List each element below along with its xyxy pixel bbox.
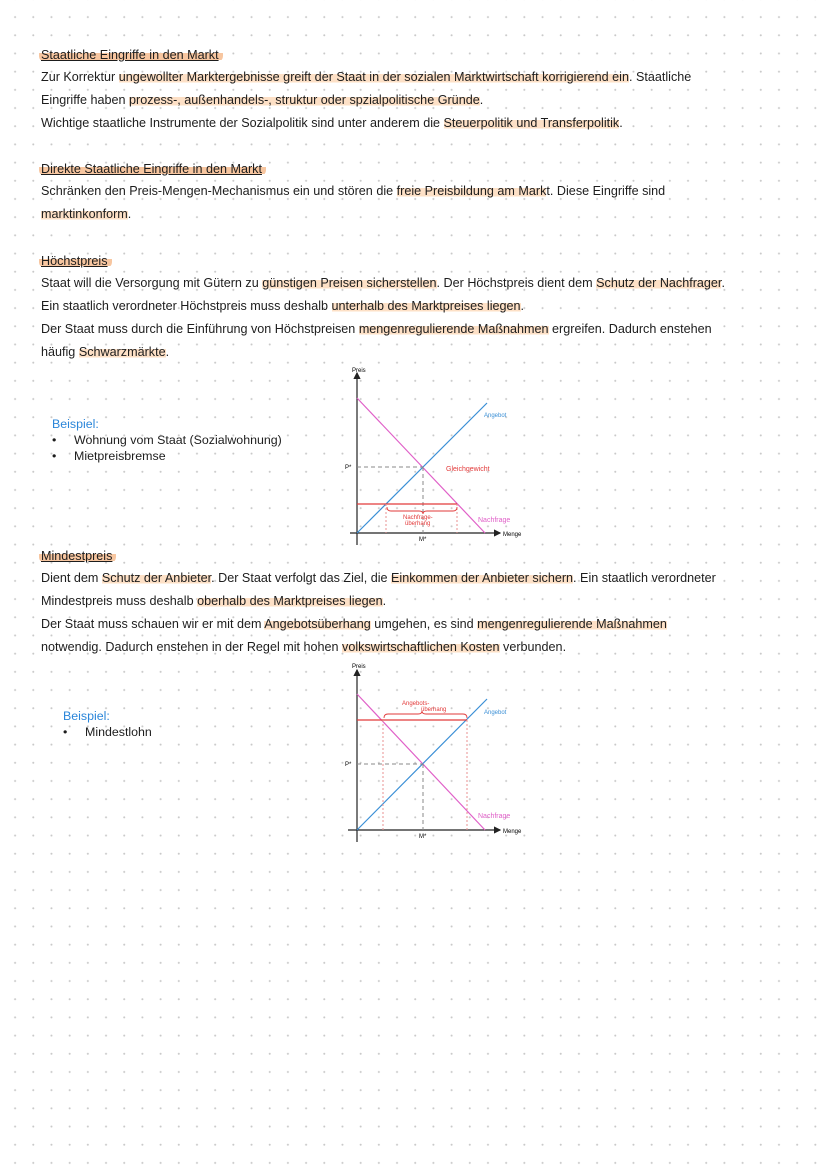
text-segment: . (619, 116, 623, 130)
heading-text: Höchstpreis (39, 254, 112, 268)
example-title: Beispiel: (52, 417, 99, 431)
highlighted-text: unterhalb des Marktpreises liegen (331, 299, 521, 313)
highlighted-text: volkswirtschaftlichen Kosten (342, 640, 500, 654)
text-segment: . (721, 276, 725, 290)
supply-label: Angebot (484, 710, 507, 716)
text-segment: . (520, 299, 525, 313)
text-segment: ergreifen. Dadurch enstehen (548, 322, 712, 336)
highlighted-text: mengenregulierende Maßnahmen (358, 322, 549, 336)
highlighted-text: Steuerpolitik und Transferpolitik (443, 116, 620, 130)
highlighted-text: Angebotsüberhang (264, 617, 371, 631)
text-segment: Eingriffe haben (41, 93, 129, 107)
gap-label: überhang (421, 707, 447, 713)
m-star-label: M* (419, 834, 427, 840)
highlighted-text: günstigen Preisen sicherstellen (262, 276, 437, 290)
demand-label: Nachfrage (478, 517, 511, 524)
p-star-label: P* (345, 465, 352, 471)
text-segment: Der Staat muss schauen wir er mit dem (41, 617, 265, 631)
y-axis-label: Preis (352, 664, 366, 670)
text-segment: Wichtige staatliche Instrumente der Sozialpolitik sind unter anderem die (41, 116, 444, 130)
text-segment: Staat will die Versorgung mit Gütern zu (41, 276, 263, 290)
highlighted-text: ungewollter Marktergebnisse greift der Staat in der sozialen Marktwirtschaft korrigierend ein (118, 70, 629, 84)
heading-text: Staatliche Eingriffe in den Markt (39, 48, 223, 62)
text-segment: Ein staatlich verordneter Höchstpreis muss deshalb (41, 299, 332, 313)
text-segment: umgehen, es sind (370, 617, 478, 631)
text-segment: . (382, 594, 387, 608)
heading-text: Mindestpreis (39, 549, 116, 563)
example-item: • Mindestlohn (63, 724, 152, 740)
highlighted-text: Einkommen der Anbieter sichern (391, 571, 574, 585)
text-segment: . Der Staat verfolgt das Ziel, die (211, 571, 392, 585)
supply-label: Angebot (484, 413, 507, 419)
text-segment: Dient dem (41, 571, 102, 585)
text-segment: häufig (41, 345, 79, 359)
text-segment: t. Diese Eingriffe sind (546, 184, 666, 198)
highlighted-text: freie Preisbildung am Mark (396, 184, 547, 198)
highlighted-text: oberhalb des Marktpreises liegen (197, 594, 383, 608)
example-title: Beispiel: (63, 709, 110, 723)
heading-text: Direkte Staatliche Eingriffe in den Markt (39, 162, 266, 176)
m-star-label: M* (419, 537, 427, 543)
highlighted-text: prozess-, außenhandels-, struktur oder spzialpolitische Gründe (129, 93, 480, 107)
text-segment: Schränken den Preis-Mengen-Mechanismus ein und stören die (41, 184, 397, 198)
text-segment: notwendig. Dadurch enstehen in der Regel mit hohen (41, 640, 343, 654)
text-segment: . Staatliche (628, 70, 692, 84)
example-item: • Wohnung vom Staat (Sozialwohnung) (52, 432, 282, 448)
demand-label: Nachfrage (478, 813, 511, 820)
p-star-label: P* (345, 762, 352, 768)
gap-label: Nachfrage- (403, 515, 433, 521)
highlighted-text: marktinkonform (41, 207, 128, 221)
chart-mindestpreis (345, 664, 522, 842)
equilibrium-label: Gleichgewicht (446, 466, 490, 473)
example-item: • Mietpreisbremse (52, 448, 282, 464)
text-segment: Mindestpreis muss deshalb (41, 594, 198, 608)
text-segment: Zur Korrektur (41, 70, 119, 84)
highlighted-text: mengenregulierende Maßnahmen (477, 617, 667, 631)
text-segment: . (479, 93, 484, 107)
text-segment: verbunden. (499, 640, 567, 654)
text-segment: Der Staat muss durch die Einführung von Höchstpreisen (41, 322, 359, 336)
x-axis-label: Menge (503, 532, 522, 538)
highlighted-text: Schutz der Nachfrager (596, 276, 722, 290)
brace (387, 507, 457, 514)
y-axis-label: Preis (352, 368, 366, 374)
text-segment: . Ein staatlich verordneter (573, 571, 716, 585)
x-axis-label: Menge (503, 829, 522, 835)
gap-label: überhang (405, 521, 431, 527)
gap-label: Angebots- (402, 701, 430, 707)
text-segment: . (127, 207, 132, 221)
highlighted-text: Schwarzmärkte (78, 345, 166, 359)
chart-hoechstpreis (345, 368, 522, 545)
text-segment: . (165, 345, 170, 359)
text-segment: . Der Höchstpreis dient dem (436, 276, 597, 290)
highlighted-text: Schutz der Anbieter (101, 571, 212, 585)
